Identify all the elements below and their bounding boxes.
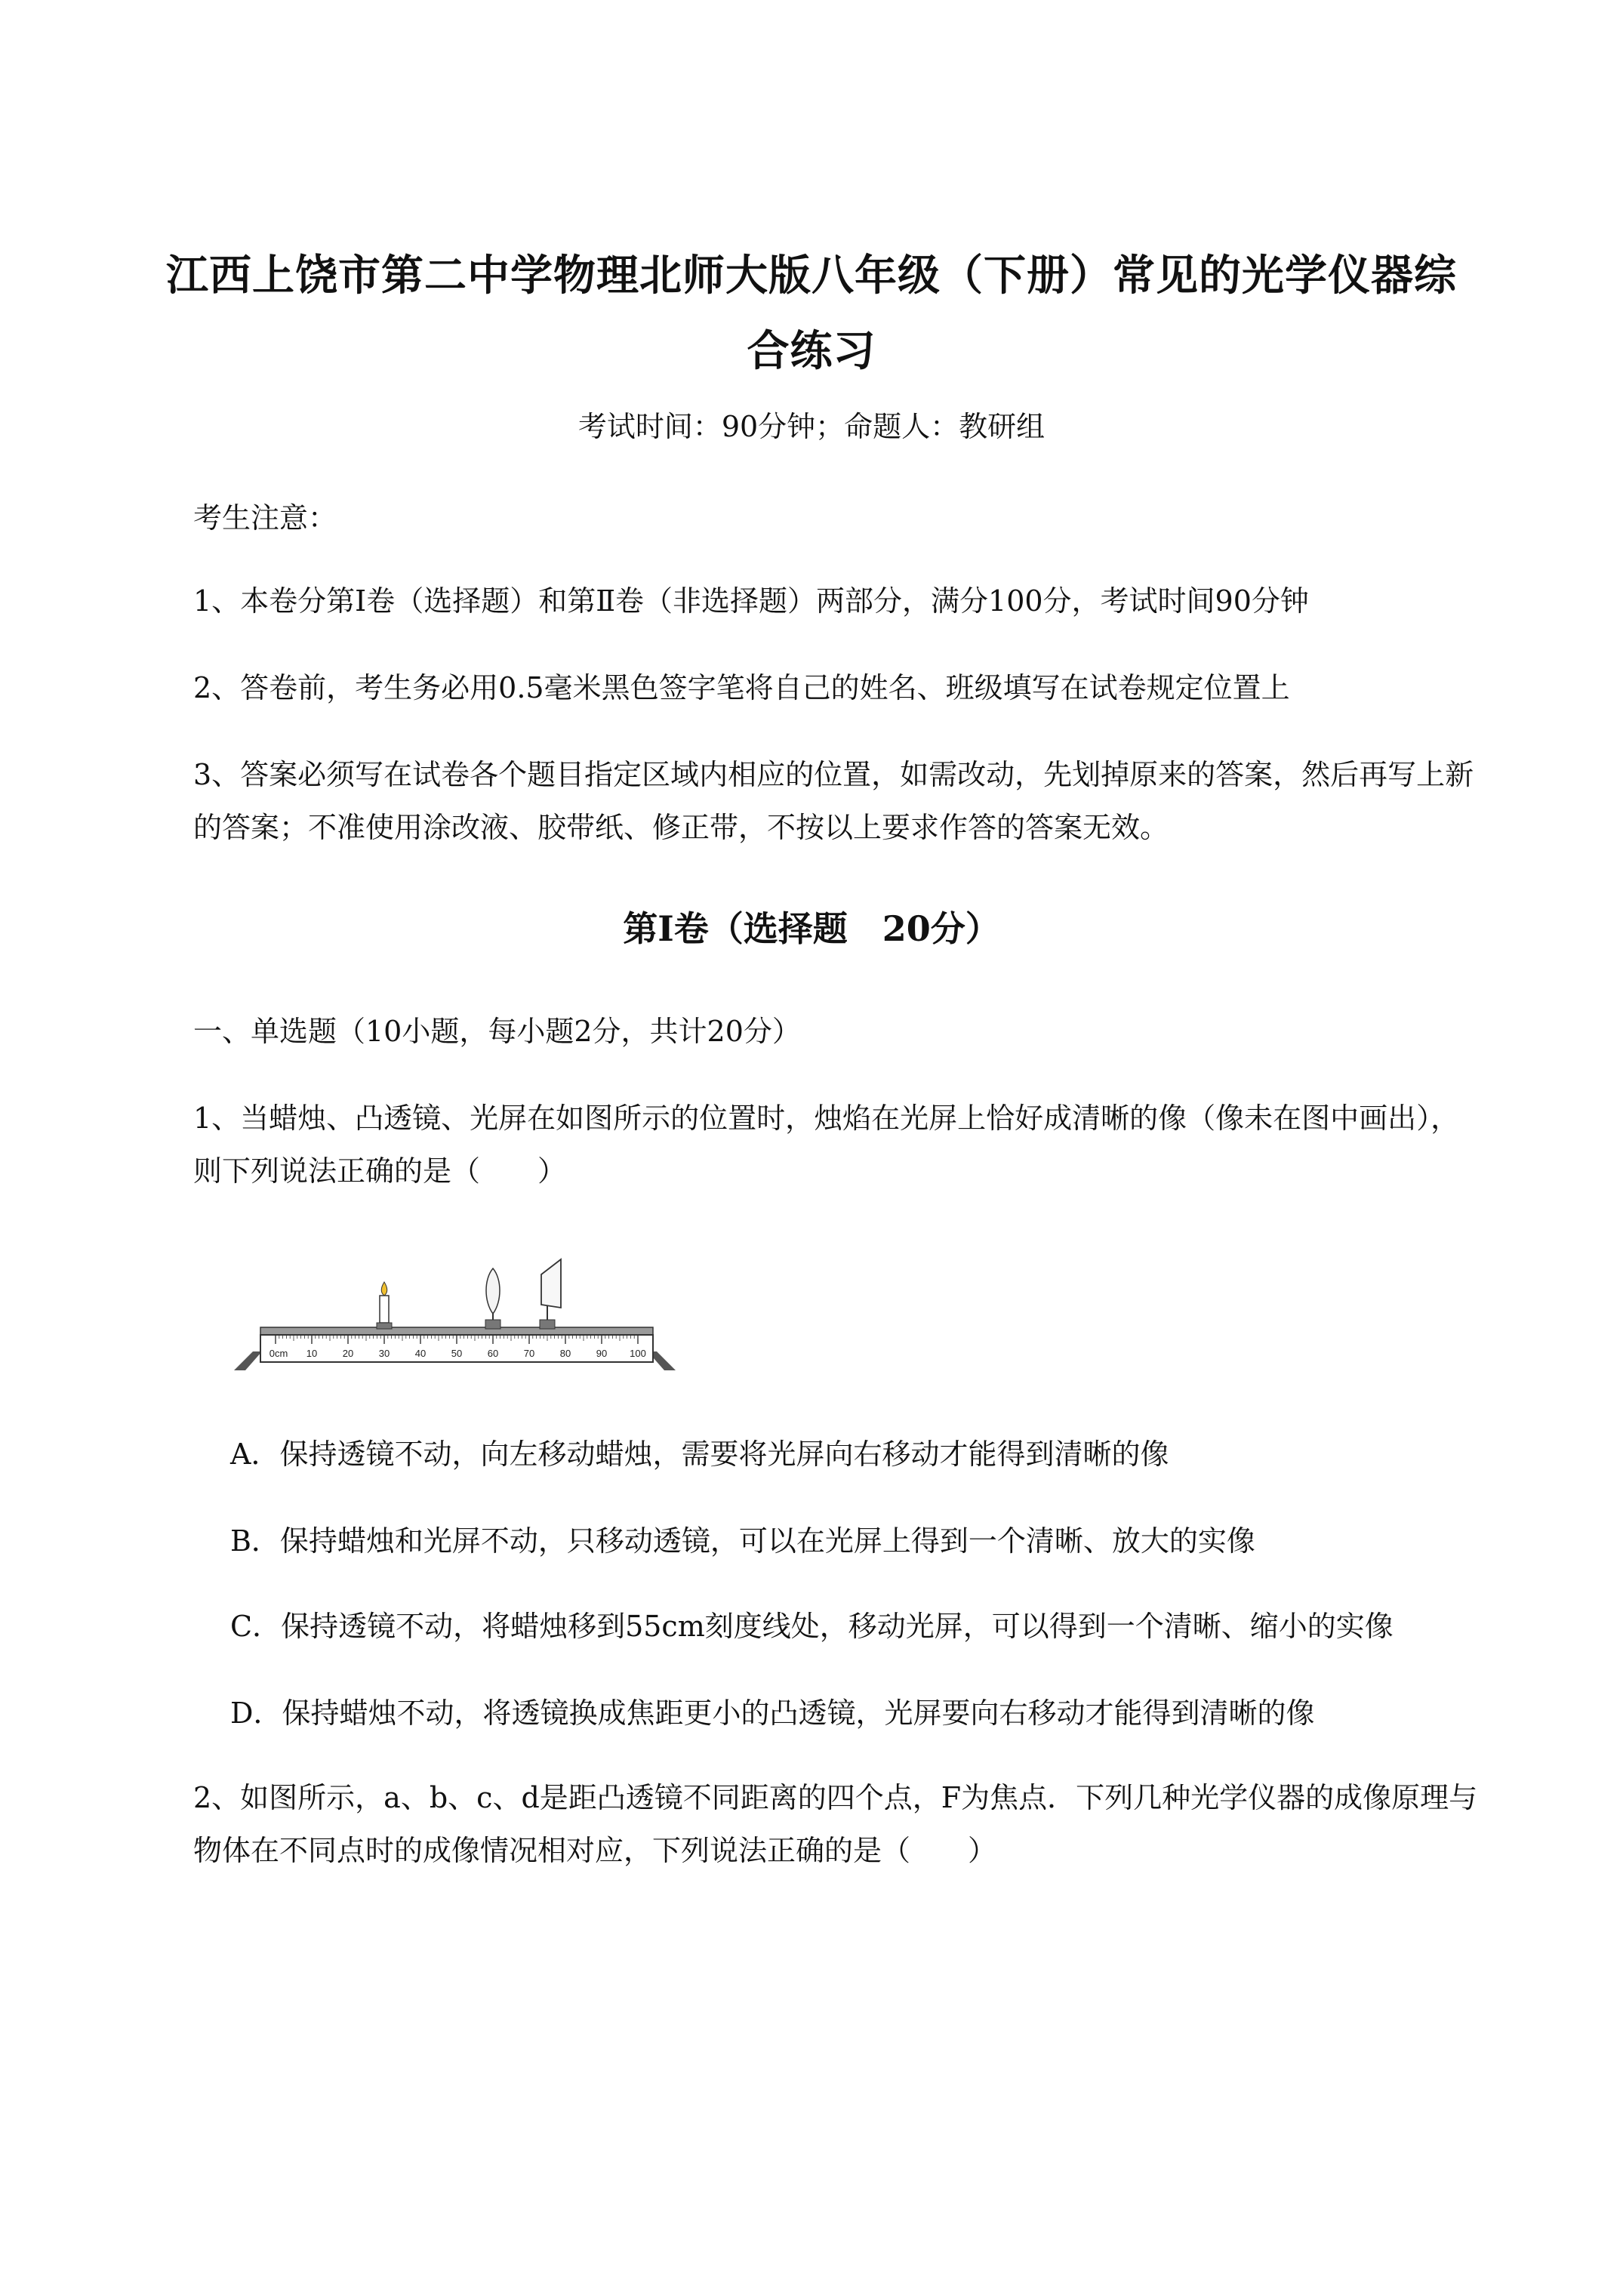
ruler-label-80: 80 — [559, 1348, 571, 1359]
ruler-label-0: 0cm — [269, 1348, 288, 1359]
question-1-option-a: A．保持透镜不动，向左移动蜡烛，需要将光屏向右移动才能得到清晰的像 — [230, 1438, 1169, 1471]
exam-title-line-2: 合练习 — [747, 326, 876, 376]
section-title: 第Ⅰ卷（选择题 20分） — [623, 908, 1000, 949]
question-1-stem-line-2: 则下列说法正确的是（ ） — [193, 1154, 567, 1188]
part-heading: 一、单选题（10小题，每小题2分，共计20分） — [193, 1015, 801, 1048]
notice-item-3-continued: 的答案；不准使用涂改液、胶带纸、修正带，不按以上要求作答的答案无效。 — [193, 811, 1169, 844]
question-1-option-d: D．保持蜡烛不动，将透镜换成焦距更小的凸透镜，光屏要向右移动才能得到清晰的像 — [230, 1697, 1315, 1730]
exam-title-line-1: 江西上饶市第二中学物理北师大版八年级（下册）常见的光学仪器综 — [166, 251, 1457, 300]
light-screen — [540, 1259, 561, 1329]
candle — [377, 1282, 392, 1329]
ruler-label-10: 10 — [306, 1348, 318, 1359]
ruler-label-100: 100 — [630, 1348, 646, 1359]
ruler-label-60: 60 — [487, 1348, 499, 1359]
question-2-stem-line-2: 物体在不同点时的成像情况相对应，下列说法正确的是（ ） — [193, 1834, 997, 1867]
bench-rail-top — [260, 1327, 653, 1335]
ruler-label-50: 50 — [451, 1348, 463, 1359]
ruler-label-30: 30 — [378, 1348, 390, 1359]
bench-left-stand — [234, 1351, 262, 1370]
ruler-label-70: 70 — [523, 1348, 535, 1359]
convex-lens — [485, 1268, 500, 1329]
ruler-label-20: 20 — [342, 1348, 354, 1359]
notice-item-3: 3、答案必须写在试卷各个题目指定区域内相应的位置，如需改动，先划掉原来的答案，然后再写上新 — [193, 758, 1474, 791]
notice-heading: 考生注意： — [193, 501, 337, 535]
question-1-option-b: B．保持蜡烛和光屏不动，只移动透镜，可以在光屏上得到一个清晰、放大的实像 — [230, 1524, 1255, 1558]
question-2-stem-line-1: 2、如图所示，a、b、c、d是距凸透镜不同距离的四个点，F为焦点．下列几种光学仪器的成像原理与 — [193, 1781, 1478, 1814]
notice-item-2: 2、答卷前，考生务必用0.5毫米黑色签字笔将自己的姓名、班级填写在试卷规定位置上 — [193, 671, 1290, 704]
exam-subtitle: 考试时间：90分钟；命题人：教研组 — [577, 410, 1046, 443]
optical-bench-figure — [230, 1238, 683, 1389]
ruler-label-90: 90 — [596, 1348, 608, 1359]
ruler-label-40: 40 — [414, 1348, 427, 1359]
question-1-stem-line-1: 1、当蜡烛、凸透镜、光屏在如图所示的位置时，烛焰在光屏上恰好成清晰的像（像未在图中画出）， — [193, 1102, 1460, 1135]
notice-item-1: 1、本卷分第Ⅰ卷（选择题）和第Ⅱ卷（非选择题）两部分，满分100分，考试时间90分钟 — [193, 584, 1309, 618]
question-1-option-c: C．保持透镜不动，将蜡烛移到55cm刻度线处，移动光屏，可以得到一个清晰、缩小的实像 — [230, 1610, 1394, 1643]
